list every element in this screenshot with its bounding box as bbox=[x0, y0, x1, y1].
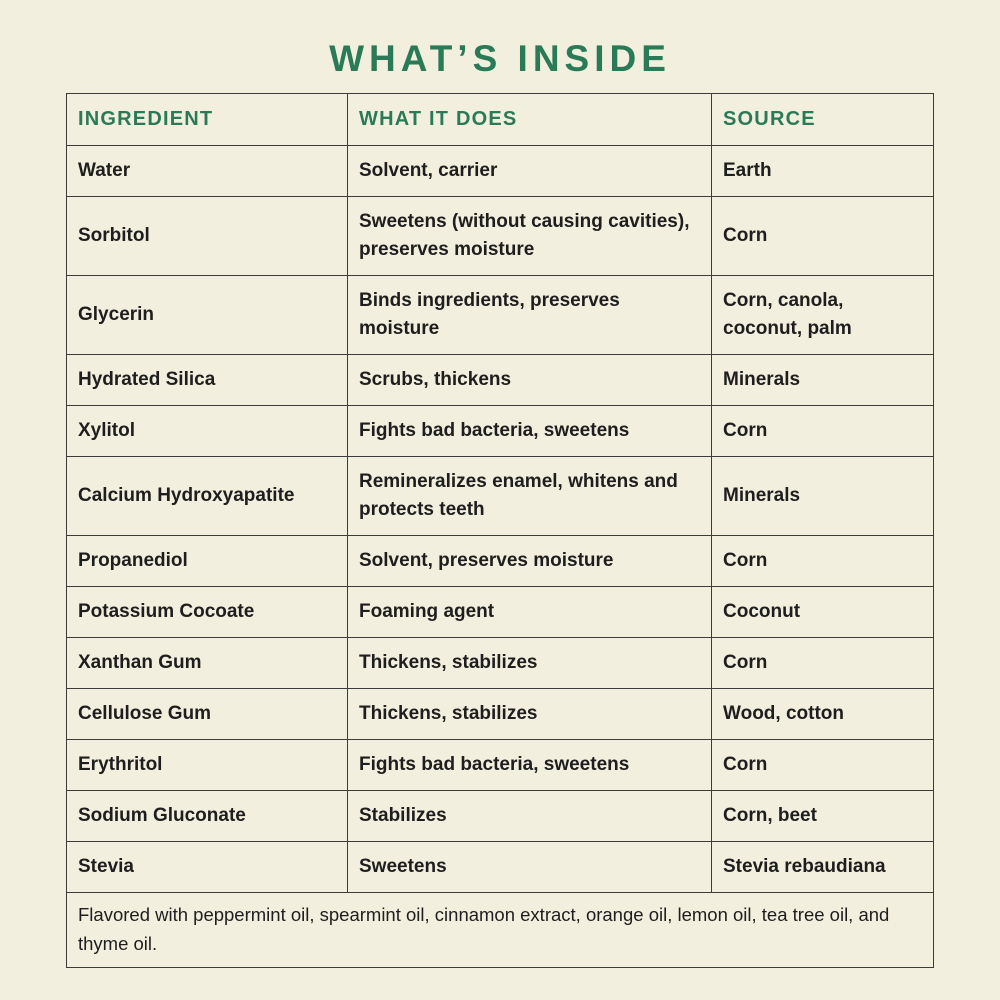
table-row bbox=[67, 842, 934, 893]
column-header-source: SOURCE bbox=[712, 94, 934, 146]
what-it-does-cell: Stabilizes bbox=[348, 791, 712, 842]
flavor-note: Flavored with peppermint oil, spearmint oil, cinnamon extract, orange oil, lemon oil, tea tree oil, and thyme oil. bbox=[67, 893, 934, 968]
footer-note-row bbox=[67, 893, 934, 968]
source-cell: Wood, cotton bbox=[712, 689, 934, 740]
page-title: WHAT’S INSIDE bbox=[329, 38, 671, 79]
table-row bbox=[67, 587, 934, 638]
column-header-ingredient: INGREDIENT bbox=[67, 94, 348, 146]
what-it-does-cell: Scrubs, thickens bbox=[348, 355, 712, 406]
table-row bbox=[67, 536, 934, 587]
what-it-does-cell: Fights bad bacteria, sweetens bbox=[348, 406, 712, 457]
what-it-does-cell: Fights bad bacteria, sweetens bbox=[348, 740, 712, 791]
source-cell: Corn bbox=[712, 740, 934, 791]
what-it-does-cell: Sweetens bbox=[348, 842, 712, 893]
source-cell: Minerals bbox=[712, 355, 934, 406]
source-cell: Corn bbox=[712, 197, 934, 276]
source-cell: Corn, beet bbox=[712, 791, 934, 842]
header-row bbox=[67, 94, 934, 146]
table-row bbox=[67, 740, 934, 791]
what-it-does-cell: Solvent, carrier bbox=[348, 146, 712, 197]
ingredient-cell: Cellulose Gum bbox=[67, 689, 348, 740]
what-it-does-cell: Binds ingredients, preserves moisture bbox=[348, 276, 712, 355]
source-cell: Corn bbox=[712, 406, 934, 457]
what-it-does-cell: Solvent, preserves moisture bbox=[348, 536, 712, 587]
table-row bbox=[67, 791, 934, 842]
ingredient-cell: Xylitol bbox=[67, 406, 348, 457]
ingredient-cell: Propanediol bbox=[67, 536, 348, 587]
table-row bbox=[67, 406, 934, 457]
ingredient-cell: Sodium Gluconate bbox=[67, 791, 348, 842]
table-row bbox=[67, 457, 934, 536]
ingredient-cell: Glycerin bbox=[67, 276, 348, 355]
what-it-does-cell: Thickens, stabilizes bbox=[348, 689, 712, 740]
ingredient-cell: Erythritol bbox=[67, 740, 348, 791]
source-cell: Stevia rebaudiana bbox=[712, 842, 934, 893]
what-it-does-cell: Remineralizes enamel, whitens and protects teeth bbox=[348, 457, 712, 536]
ingredient-cell: Calcium Hydroxyapatite bbox=[67, 457, 348, 536]
source-cell: Corn, canola, coconut, palm bbox=[712, 276, 934, 355]
ingredient-cell: Sorbitol bbox=[67, 197, 348, 276]
table-row bbox=[67, 689, 934, 740]
ingredient-cell: Hydrated Silica bbox=[67, 355, 348, 406]
table-row bbox=[67, 276, 934, 355]
source-cell: Minerals bbox=[712, 457, 934, 536]
what-it-does-cell: Thickens, stabilizes bbox=[348, 638, 712, 689]
source-cell: Corn bbox=[712, 536, 934, 587]
table-row bbox=[67, 638, 934, 689]
source-cell: Earth bbox=[712, 146, 934, 197]
ingredient-cell: Water bbox=[67, 146, 348, 197]
table-row bbox=[67, 355, 934, 406]
ingredient-cell: Stevia bbox=[67, 842, 348, 893]
ingredients-table bbox=[66, 93, 934, 968]
source-cell: Corn bbox=[712, 638, 934, 689]
table-row bbox=[67, 197, 934, 276]
table-row bbox=[67, 146, 934, 197]
source-cell: Coconut bbox=[712, 587, 934, 638]
what-it-does-cell: Sweetens (without causing cavities), preserves moisture bbox=[348, 197, 712, 276]
column-header-what-it-does: WHAT IT DOES bbox=[348, 94, 712, 146]
ingredient-cell: Potassium Cocoate bbox=[67, 587, 348, 638]
what-it-does-cell: Foaming agent bbox=[348, 587, 712, 638]
ingredient-cell: Xanthan Gum bbox=[67, 638, 348, 689]
